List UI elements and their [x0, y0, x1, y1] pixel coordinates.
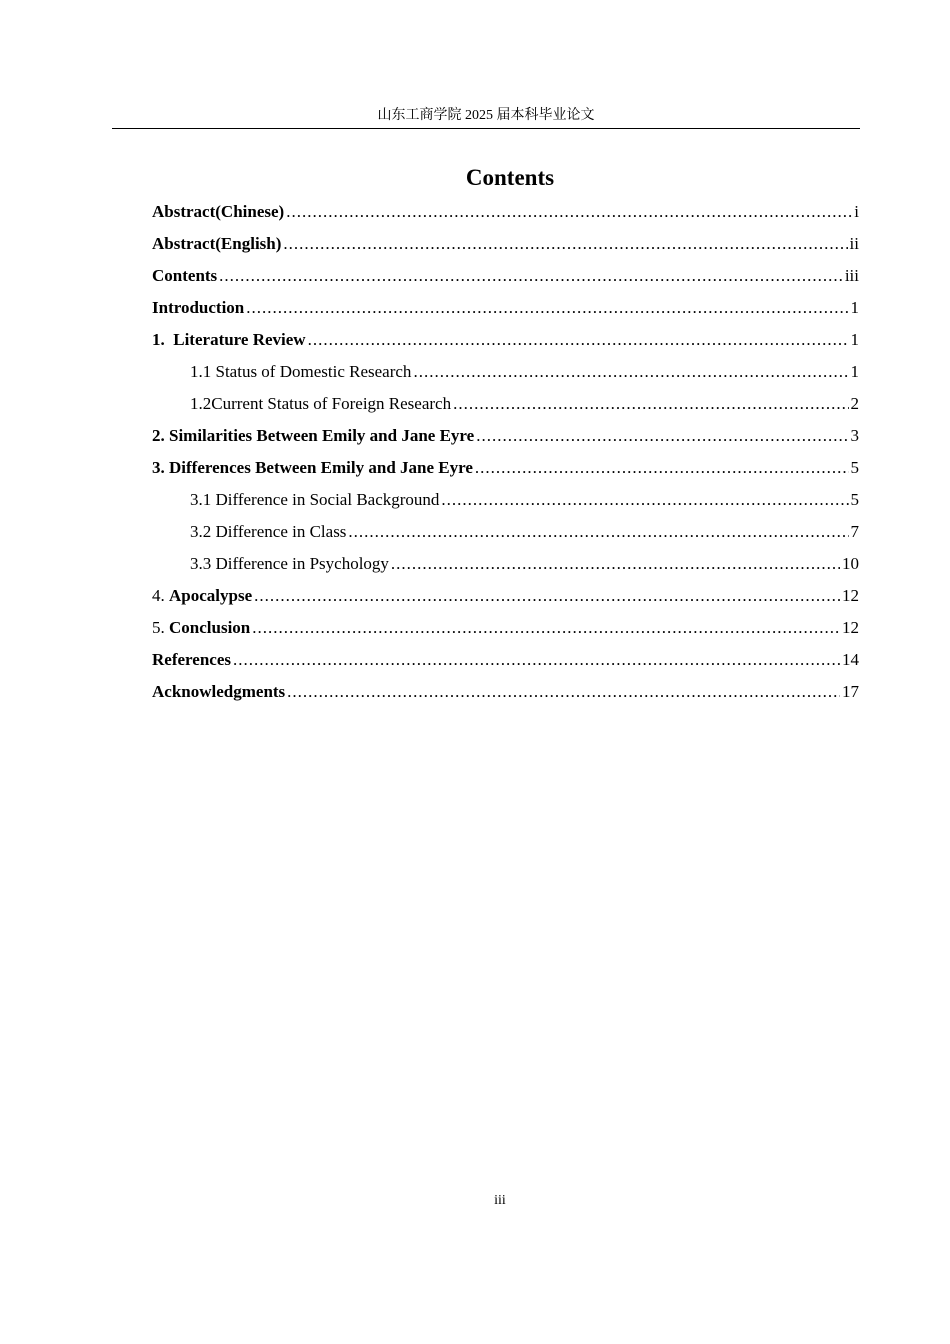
toc-entry-conclusion[interactable] [152, 616, 859, 648]
toc-entry-page: ii [849, 234, 859, 253]
toc-entry-page: 3 [850, 426, 859, 445]
toc-dot-leader [252, 616, 840, 640]
toc-entry-page: 1 [850, 298, 859, 317]
toc-entry-domestic-research[interactable] [152, 360, 859, 392]
toc-dot-leader [308, 328, 849, 352]
toc-entry-page: 5 [850, 490, 859, 509]
toc-entry-foreign-research[interactable] [152, 392, 859, 424]
toc-entry-label: 3.1 Difference in Social Background [190, 490, 440, 509]
toc-dot-leader [348, 520, 848, 544]
toc-entry-page: 2 [850, 394, 859, 413]
toc-dot-leader [413, 360, 848, 384]
toc-entry-page: 1 [850, 330, 859, 349]
toc-dot-leader [219, 264, 843, 288]
toc-entry-label: 3.2 Difference in Class [190, 522, 347, 541]
toc-entry-label: 4. Apocalypse [152, 586, 253, 605]
toc-dot-leader [233, 648, 840, 672]
toc-entry-abstract-english[interactable] [152, 232, 859, 264]
running-header: 山东工商学院 2025 届本科毕业论文 [377, 108, 595, 123]
toc-entry-label: 2. Similarities Between Emily and Jane Eyre [152, 426, 475, 445]
toc-dot-leader [441, 488, 848, 512]
toc-dot-leader [475, 456, 849, 480]
toc-entry-page: 1 [850, 362, 859, 381]
toc-entry-label: 3. Differences Between Emily and Jane Eyre [152, 458, 473, 477]
toc-entry-label: Contents [152, 266, 218, 285]
toc-entry-class[interactable] [152, 520, 859, 552]
toc-entry-label: Introduction [152, 298, 245, 317]
toc-entry-similarities[interactable] [152, 424, 859, 456]
toc-entry-page: i [854, 202, 859, 221]
toc-dot-leader [283, 232, 847, 256]
page-title: Contents [465, 165, 555, 190]
toc-dot-leader [391, 552, 840, 576]
toc-entry-page: 17 [842, 682, 859, 701]
toc-dot-leader [476, 424, 848, 448]
toc-entry-page: iii [844, 266, 859, 285]
toc-entry-page: 12 [842, 618, 859, 637]
toc-entry-label: References [152, 650, 231, 669]
toc-dot-leader [246, 296, 848, 320]
toc-entry-page: 12 [842, 586, 859, 605]
table-of-contents [152, 200, 859, 712]
toc-entry-introduction[interactable] [152, 296, 859, 328]
toc-entry-references[interactable] [152, 648, 859, 680]
toc-dot-leader [254, 584, 840, 608]
toc-entry-label: Acknowledgments [152, 682, 286, 701]
toc-entry-page: 10 [842, 554, 859, 573]
toc-entry-label: 1. Literature Review [152, 330, 306, 349]
toc-entry-label: Abstract(Chinese) [152, 202, 285, 221]
toc-entry-page: 7 [850, 522, 859, 541]
toc-entry-contents[interactable] [152, 264, 859, 296]
toc-dot-leader [453, 392, 848, 416]
header-rule [112, 128, 860, 129]
toc-entry-abstract-chinese[interactable] [152, 200, 859, 232]
toc-entry-label: 5. Conclusion [152, 618, 251, 637]
toc-entry-differences[interactable] [152, 456, 859, 488]
toc-entry-label: 1.2Current Status of Foreign Research [190, 394, 452, 413]
page-number: iii [494, 1193, 506, 1208]
toc-entry-acknowledgments[interactable] [152, 680, 859, 712]
toc-entry-label: 1.1 Status of Domestic Research [190, 362, 412, 381]
toc-dot-leader [287, 680, 840, 704]
toc-entry-page: 14 [842, 650, 859, 669]
toc-entry-apocalypse[interactable] [152, 584, 859, 616]
toc-entry-page: 5 [850, 458, 859, 477]
toc-entry-literature-review[interactable] [152, 328, 859, 360]
toc-entry-label: 3.3 Difference in Psychology [190, 554, 389, 573]
toc-entry-social-background[interactable] [152, 488, 859, 520]
toc-dot-leader [286, 200, 852, 224]
toc-entry-psychology[interactable] [152, 552, 859, 584]
toc-entry-label: Abstract(English) [152, 234, 282, 253]
